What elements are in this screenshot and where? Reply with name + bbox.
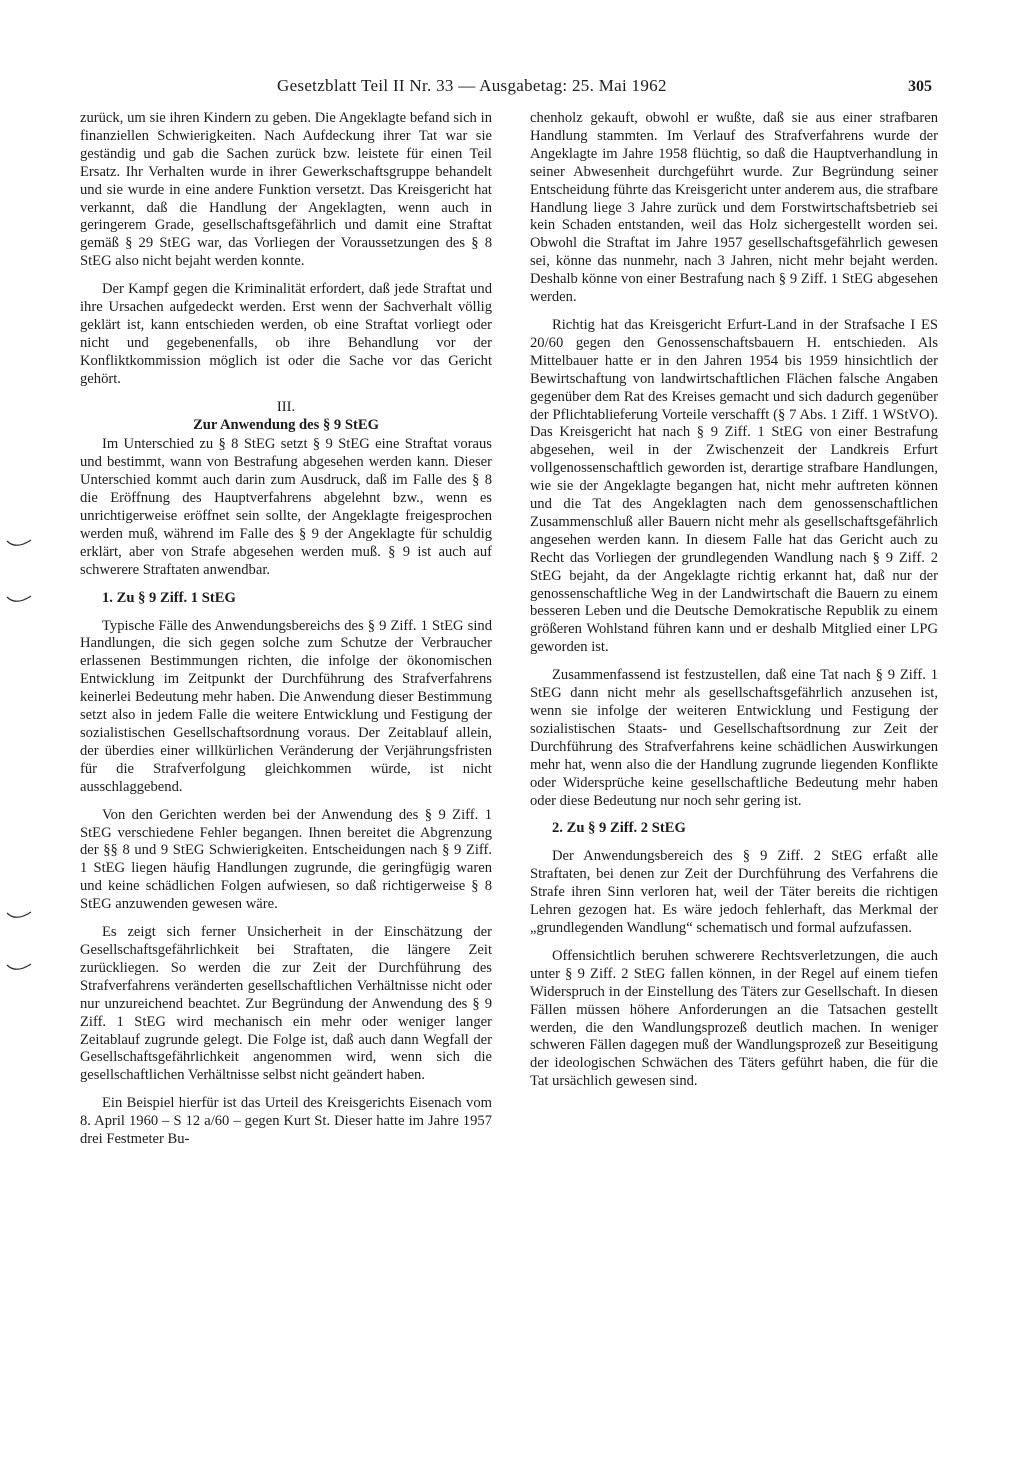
paragraph: Der Anwendungsbereich des § 9 Ziff. 2 StEG erfaßt alle Straftaten, bei denen zur Zeit der Durchführung des Verfahrens die Strafe ihren Sinn verloren hat, weil der Täter bereits die richtigen Lehren gezogen hat. Es wäre jedoch fehlerhaft, das Merkmal der „grundlegenden Wandlung“ schematisch und formal aufzufassen. [530,848,938,936]
left-column [80,110,492,1159]
header-title: Gesetzblatt Teil II Nr. 33 — Ausgabetag: 25. Mai 1962 [277,76,667,95]
margin-check-mark-icon [6,962,32,974]
page-number: 305 [908,78,932,95]
paragraph: Richtig hat das Kreisgericht Erfurt-Land in der Strafsache I ES 20/60 gegen den Genossenschaftsbauern H. entschieden. Als Mittelbauer hatte er in den Jahren 1954 bis 1959 hinsichtlich der Bewirtschaftung von landwirtschaftlichen Flächen falsche Angaben gegenüber dem Rat des Kreises gemacht und sich dadurch gegenüber der Pflichtablieferung Vorteile verschafft (§ 7 Abs. 1 Ziff. 1 WStVO). Das Kreisgericht hat nach § 9 Ziff. 1 StEG von einer Bestrafung abgesehen, weil in der Zwischenzeit der Landkreis Erfurt vollgenossenschaftlich geworden ist, derartige strafbare Handlungen, wie sie der Angeklagte begangen hat, nicht mehr auftreten können und die Tat des Angeklagten nach dem genossenschaftlichen Zusammenschluß aller Bauern nicht mehr als gesellschaftsgefährlich angesehen werden kann. In diesem Falle hat das Gericht auch zu Recht das Vorliegen der grundlegenden Wandlung nach § 9 Ziff. 2 StEG bejaht, da der Angeklagte richtig erkannt hat, daß nur der genossenschaftliche Weg in der Landwirtschaft die Bauern zu einem besseren Leben und die Deutsche Demokratische Republik zu einem größeren Wohlstand führen kann und er deshalb Mitglied einer LPG geworden ist. [530,316,938,656]
margin-check-mark-icon [6,910,32,922]
margin-check-mark-icon [6,538,32,550]
paragraph: Typische Fälle des Anwendungsbereichs des § 9 Ziff. 1 StEG sind Handlungen, die sich gegen solche zum Schutze der Verbraucher erlassenen Bestimmungen richten, die infolge der ökonomischen Entwicklung im Zeitpunkt der Durchführung des Strafverfahrens keinerlei Bedeutung mehr haben. Die Anwendung dieser Bestimmung setzt also in jedem Falle die weitere Entwicklung und Festigung der sozialistischen Gesellschaftsordnung voraus. Der Zeitablauf allein, der überdies einer willkürlichen Veränderung der Verjährungsfristen für die Strafverfolgung gleichkommen würde, ist nicht ausschlaggebend. [80,617,492,795]
margin-check-mark-icon [6,594,32,606]
paragraph: Von den Gerichten werden bei der Anwendung des § 9 Ziff. 1 StEG verschiedene Fehler begangen. Ihnen bereitet die Abgrenzung der §§ 8 und 9 StEG Schwierigkeiten. Entscheidungen nach § 9 Ziff. 1 StEG liegen häufig Handlungen zugrunde, die geringfügig waren und keine schädlichen Folgen aufwiesen, so daß richtigerweise § 8 StEG anzuwenden gewesen wäre. [80,806,492,913]
paragraph: zurück, um sie ihren Kindern zu geben. Die Angeklagte befand sich in finanziellen Schwierigkeiten. Nach Aufdeckung ihrer Tat war sie geständig und gab die Sachen zurück bzw. leistete für einen Teil Ersatz. Ihr Verhalten wurde in ihrer Gewerkschaftsgruppe behandelt und sie wurde in eine andere Funktion versetzt. Das Kreisgericht hat verkannt, daß die Handlung der Angeklagten, wenn auch in geringerem Grade, gesellschaftsgefährlich und damit eine Straftat gemäß § 29 StEG war, das Vorliegen der Voraussetzungen des § 8 StEG also nicht bejaht werden konnte. [80,110,492,270]
paragraph: Es zeigt sich ferner Unsicherheit in der Einschätzung der Gesellschaftsgefährlichkeit bei Straftaten, die längere Zeit zurückliegen. So werden die zur Zeit der Durchführung des Strafverfahrens veränderten gesellschaftlichen Verhältnisse nicht oder nur unzureichend beachtet. Zur Begründung der Anwendung des § 9 Ziff. 1 StEG wird mechanisch ein mehr oder weniger langer Zeitablauf zugrunde gelegt. Die Folge ist, daß auch dann Wegfall der Gesellschaftsgefährlichkeit angenommen wird, wenn sich die gesellschaftlichen Verhältnisse selbst nicht geändert haben. [80,924,492,1084]
page-header [0,76,1024,106]
paragraph: Der Kampf gegen die Kriminalität erfordert, daß jede Straftat und ihre Ursachen aufgedeckt werden. Erst wenn der Sachverhalt völlig geklärt ist, kann entschieden werden, ob eine Straftat vorliegt oder nicht und gegebenenfalls, ob ihre Behandlung vor der Konfliktkommission möglich ist oder die Sache vor das Gericht gehört. [80,281,492,387]
right-column [530,110,938,1101]
subheading: 2. Zu § 9 Ziff. 2 StEG [552,820,686,837]
paragraph: chenholz gekauft, obwohl er wußte, daß sie aus einer strafbaren Handlung stammten. Im Verlauf des Strafverfahrens wurde der Angeklagte im Jahre 1958 flüchtig, so daß die Hauptverhandlung in seiner Abwesenheit durchgeführt wurde. Zur Begründung seiner Entscheidung führte das Kreisgericht unter anderem aus, die strafbare Handlung liege 3 Jahre zurück und dem Forstwirtschaftsbetrieb sei kein Schaden entstanden, weil das Holz sichergestellt worden sei. Obwohl die Straftat im Jahre 1957 gesellschaftsgefährlich gewesen sei, könne das nunmehr, nach 3 Jahren, nicht mehr bejaht werden. Deshalb könne von einer Bestrafung nach § 9 Ziff. 1 StEG abgesehen werden. [530,110,938,306]
section-title: Zur Anwendung des § 9 StEG [193,416,379,433]
paragraph: Offensichtlich beruhen schwerere Rechtsverletzungen, die auch unter § 9 Ziff. 2 StEG fallen können, in der Regel auf einem tiefen Widerspruch in der Einstellung des Täters zur Gesellschaft. In diesen Fällen müssen höhere Anforderungen an die Tatsachen gestellt werden, die den Wandlungsprozeß deutlich machen. In weniger schweren Fällen dagegen muß der Wandlungsprozeß zur Beseitigung der ideologischen Schwächen des Täters geführt haben, die für die Tat ursächlich gewesen sind. [530,947,938,1090]
subheading: 1. Zu § 9 Ziff. 1 StEG [102,589,236,606]
paragraph: Ein Beispiel hierfür ist das Urteil des Kreisgerichts Eisenach vom 8. April 1960 – S 12 a/60 – gegen Kurt St. Dieser hatte im Jahre 1957 drei Festmeter Bu- [80,1095,492,1148]
paragraph: Im Unterschied zu § 8 StEG setzt § 9 StEG eine Straftat voraus und bestimmt, wann von Bestrafung abgesehen werden kann. Dieser Unterschied kommt auch darin zum Ausdruck, daß im Falle des § 8 die Eröffnung des Hauptverfahrens abgelehnt bzw., wenn es unrichtigerweise eröffnet sein sollte, der Angeklagte freigesprochen werden muß, während im Falle des § 9 der Angeklagte für schuldig erklärt, aber von Strafe abgesehen werden muß. § 9 ist auch auf schwerere Straftaten anwendbar. [80,436,492,578]
paragraph: Zusammenfassend ist festzustellen, daß eine Tat nach § 9 Ziff. 1 StEG dann nicht mehr als gesellschaftsgefährlich anzusehen ist, wenn sie infolge der weiteren Entwicklung und Festigung der sozialistischen Staats- und Gesellschaftsordnung zur Zeit der Durchführung des Strafverfahrens keine schädlichen Auswirkungen mehr hat, wenn also die der Handlung zugrunde liegenden Konflikte oder Widersprüche keine gesellschaftliche Bedeutung mehr haben oder diese Bedeutung nur noch sehr gering ist. [530,667,938,809]
section-number: III. [276,398,296,415]
